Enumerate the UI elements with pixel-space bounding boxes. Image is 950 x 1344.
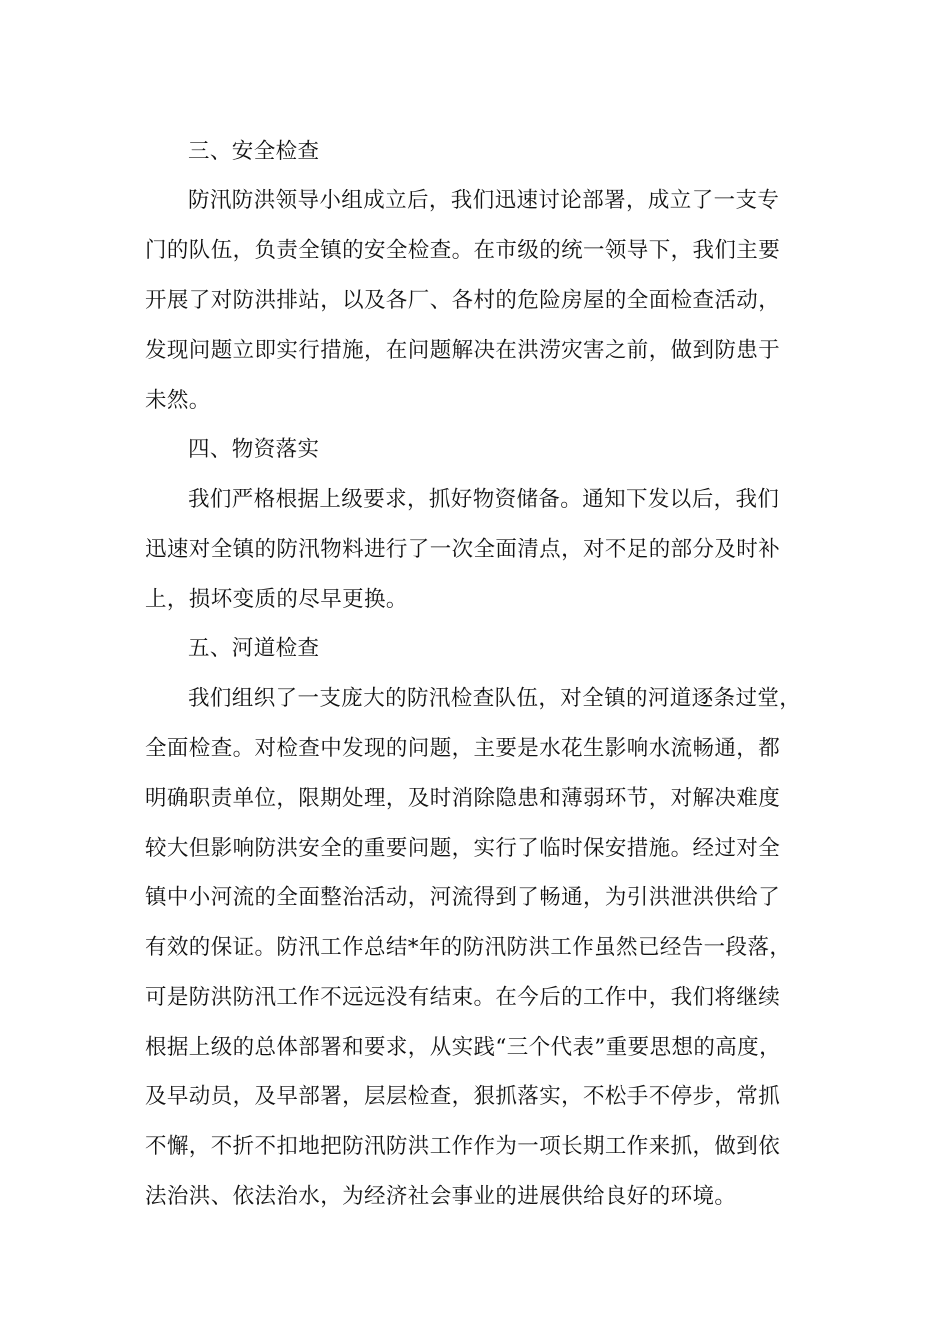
paragraph-line: 开展了对防洪排站，以及各厂、各村的危险房屋的全面检查活动， (145, 288, 781, 313)
heading-river-inspection: 五、河道检查 (188, 636, 320, 661)
paragraph-line: 防汛防洪领导小组成立后，我们迅速讨论部署，成立了一支专 (188, 188, 780, 213)
paragraph-line: 门的队伍，负责全镇的安全检查。在市级的统一领导下，我们主要 (145, 238, 781, 263)
paragraph-line: 及早动员，及早部署，层层检查，狠抓落实，不松手不停步，常抓 (145, 1084, 781, 1109)
heading-safety-inspection: 三、安全检查 (188, 139, 320, 164)
paragraph-line: 镇中小河流的全面整治活动，河流得到了畅通，为引洪泄洪供给了 (145, 885, 781, 910)
paragraph-line: 根据上级的总体部署和要求，从实践“三个代表”重要思想的高度， (145, 1035, 781, 1060)
paragraph-line: 法治洪、依法治水，为经济社会事业的进展供给良好的环境。 (145, 1184, 737, 1209)
paragraph-line: 明确职责单位，限期处理，及时消除隐患和薄弱环节，对解决难度 (145, 786, 781, 811)
paragraph-line: 我们组织了一支庞大的防汛检查队伍，对全镇的河道逐条过堂， (188, 686, 802, 711)
paragraph-line: 全面检查。对检查中发现的问题，主要是水花生影响水流畅通，都 (145, 736, 781, 761)
paragraph-line: 可是防洪防汛工作不远远没有结束。在今后的工作中，我们将继续 (145, 985, 781, 1010)
paragraph-line: 迅速对全镇的防汛物料进行了一次全面清点，对不足的部分及时补 (145, 537, 781, 562)
paragraph-line: 不懈，不折不扣地把防汛防洪工作作为一项长期工作来抓，做到依 (145, 1134, 781, 1159)
paragraph-line: 未然。 (145, 388, 211, 413)
paragraph-line: 有效的保证。防汛工作总结*年的防汛防洪工作虽然已经告一段落， (145, 935, 792, 960)
paragraph-line: 我们严格根据上级要求，抓好物资储备。通知下发以后，我们 (188, 487, 780, 512)
heading-materials: 四、物资落实 (188, 437, 320, 462)
paragraph-line: 较大但影响防洪安全的重要问题，实行了临时保安措施。经过对全 (145, 836, 781, 861)
paragraph-line: 发现问题立即实行措施，在问题解决在洪涝灾害之前，做到防患于 (145, 338, 781, 363)
paragraph-line: 上，损坏变质的尽早更换。 (145, 587, 408, 612)
